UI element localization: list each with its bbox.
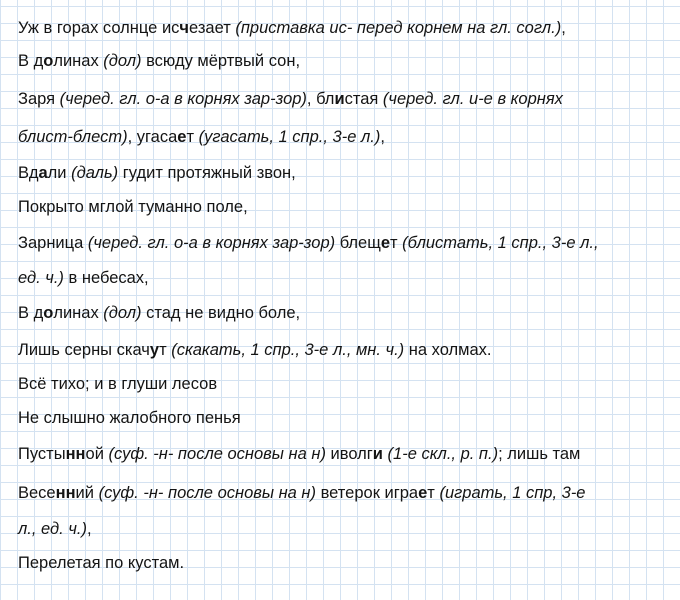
highlighted-letter: у (149, 341, 160, 359)
grammar-comment: (черед. гл. о-а в корнях зар-зор) (87, 234, 336, 252)
text-line (18, 483, 586, 503)
poem-text: в небесах, (63, 269, 149, 287)
poem-text: Зарница (18, 234, 88, 252)
poem-text: ли (47, 164, 72, 182)
poem-text: т (390, 234, 403, 252)
poem-text: ий (75, 484, 99, 502)
poem-text: Перелетая по кустам. (18, 554, 185, 572)
poem-text: т (186, 128, 199, 146)
poem-text: ; лишь там (498, 445, 581, 463)
poem-text: , бл (306, 90, 335, 108)
highlighted-letter: и (334, 90, 345, 108)
text-line (18, 340, 492, 360)
poem-text: езает (189, 19, 236, 37)
text-line (18, 127, 385, 147)
text-line (18, 408, 241, 428)
poem-text: Не слышно жалобного пенья (18, 409, 241, 427)
text-line (18, 444, 580, 464)
grammar-comment: (черед. гл. о-а в корнях зар-зор) (59, 90, 307, 108)
highlighted-letter: е (177, 128, 187, 146)
text-line (18, 519, 92, 539)
text-line (18, 303, 300, 323)
highlighted-letter: ч (179, 19, 190, 37)
grammar-comment: (угасать, 1 спр., 3-е л.) (198, 128, 381, 146)
highlighted-letter: о (43, 52, 54, 70)
poem-text: В д (18, 304, 44, 322)
poem-text: Уж в горах солнце ис (18, 19, 180, 37)
poem-text: блещ (335, 234, 381, 252)
poem-text: Покрыто мглой туманно поле, (18, 198, 248, 216)
poem-text: В д (18, 52, 44, 70)
grammar-comment: (скакать, 1 спр., 3-е л., мн. ч.) (171, 341, 405, 359)
text-line (18, 197, 248, 217)
text-line (18, 51, 300, 71)
text-line (18, 163, 296, 183)
poem-text: Пусты (18, 445, 66, 463)
poem-text: стад не видно боле, (141, 304, 301, 322)
text-line (18, 268, 149, 288)
grammar-comment: ед. ч.) (18, 269, 64, 287)
grammar-comment: (приставка ис- перед корнем на гл. согл.) (235, 19, 562, 37)
poem-text: , (561, 19, 566, 37)
poem-text: иволг (325, 445, 373, 463)
poem-text: Вд (18, 164, 39, 182)
grammar-comment: (черед. гл. и-е в корнях (382, 90, 563, 108)
poem-text: стая (344, 90, 383, 108)
poem-text: Всё тихо; и в глуши лесов (18, 375, 218, 393)
grammar-comment: (1-е скл., р. п.) (387, 445, 499, 463)
highlighted-letter: о (43, 304, 54, 322)
poem-text: гудит протяжный звон, (118, 164, 296, 182)
poem-text: на холмах. (404, 341, 492, 359)
grammar-comment: (дол) (103, 52, 142, 70)
poem-text: ветерок игра (316, 484, 419, 502)
poem-text: , угаса (127, 128, 178, 146)
poem-text: т (427, 484, 440, 502)
grammar-comment: (суф. -н- после основы на н) (98, 484, 317, 502)
grammar-comment: (суф. -н- после основы на н) (108, 445, 326, 463)
poem-text: Заря (18, 90, 60, 108)
grammar-comment: (блистать, 1 спр., 3-е л., (402, 234, 599, 252)
poem-text: , (380, 128, 385, 146)
highlighted-letter: е (418, 484, 428, 502)
grammar-comment: (играть, 1 спр, 3-е (439, 484, 586, 502)
grammar-comment: л., ед. ч.) (18, 520, 87, 538)
text-line (18, 89, 563, 109)
poem-text: , (86, 520, 92, 538)
grammar-comment: блист-блест) (18, 128, 128, 146)
text-line (18, 553, 184, 573)
text-line (18, 233, 599, 253)
highlighted-letter: е (380, 234, 390, 252)
grammar-comment: (даль) (71, 164, 119, 182)
text-line (18, 18, 566, 38)
poem-text: линах (53, 304, 104, 322)
poem-text: всюду мёртвый сон, (141, 52, 301, 70)
highlighted-letter: нн (65, 445, 86, 463)
text-line (18, 374, 217, 394)
highlighted-letter: нн (55, 484, 76, 502)
poem-text: Лишь серны скач (18, 341, 150, 359)
poem-text: ой (85, 445, 109, 463)
highlighted-letter: и (372, 445, 383, 463)
poem-text: т (159, 341, 172, 359)
poem-text: линах (53, 52, 104, 70)
highlighted-letter: а (38, 164, 48, 182)
poem-text: Весе (18, 484, 56, 502)
grammar-comment: (дол) (103, 304, 142, 322)
